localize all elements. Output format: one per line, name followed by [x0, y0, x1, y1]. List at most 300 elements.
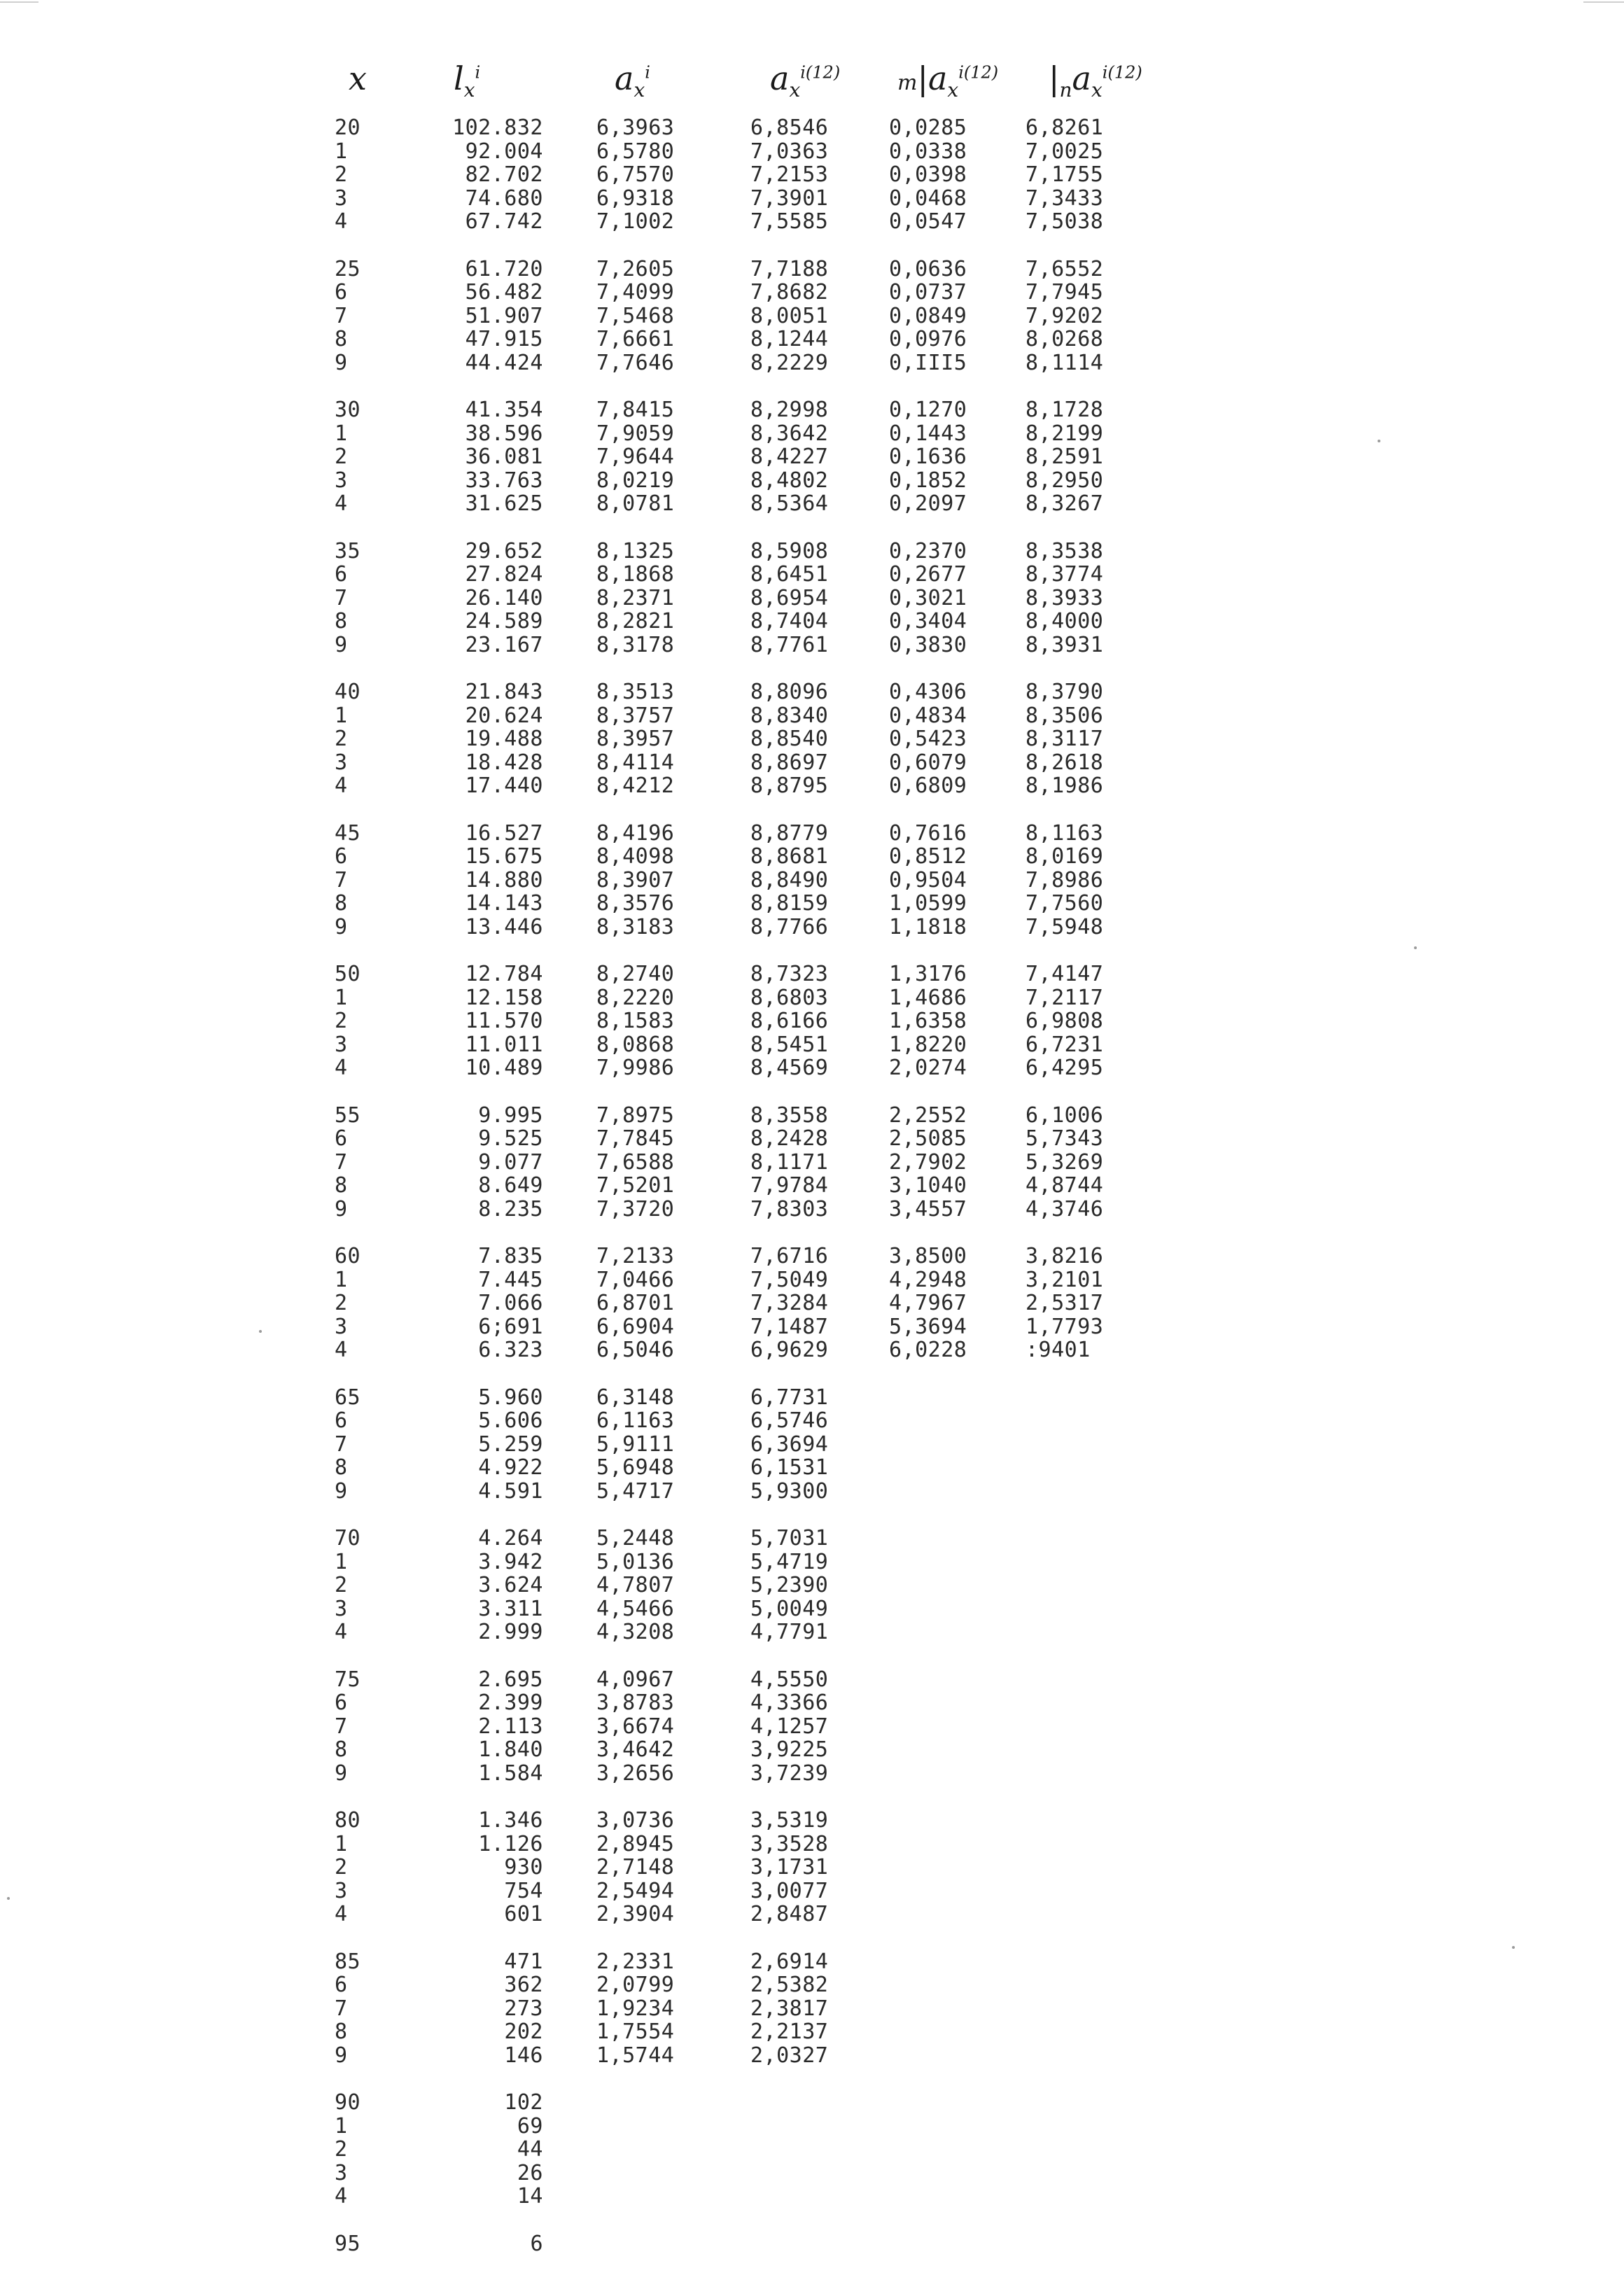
cell-l: 4.591: [478, 1478, 543, 1504]
cell-age: 3: [335, 1314, 348, 1339]
cell-ln-a12: 6,4295: [1026, 1056, 1104, 1081]
cell-l: 5.960: [478, 1385, 543, 1410]
cell-ln-a12: 4,8744: [1026, 1173, 1104, 1198]
table-row: [0, 634, 1624, 657]
table-row: [0, 1833, 1624, 1856]
table-row: [0, 845, 1624, 869]
cell-l: 26.140: [465, 585, 543, 610]
cell-m-a12: 1,3176: [889, 962, 967, 986]
cell-age: 40: [335, 680, 361, 704]
cell-l: 7.066: [478, 1291, 543, 1316]
cell-a12: 8,7761: [750, 632, 829, 657]
cell-ln-a12: 7,9202: [1026, 303, 1104, 328]
cell-l: 6.323: [478, 1338, 543, 1363]
cell-age: 4: [335, 774, 348, 799]
cell-m-a12: 0,0737: [889, 280, 967, 305]
cell-a12: 8,7323: [750, 962, 829, 986]
cell-m-a12: 0,5423: [889, 727, 967, 752]
cell-age: 9: [335, 1478, 348, 1504]
table-row: [0, 916, 1624, 939]
cell-a: 7,3720: [596, 1196, 675, 1222]
table-row: [0, 1009, 1624, 1033]
cell-age: 6: [335, 1973, 348, 1998]
cell-a12: 7,9784: [750, 1173, 829, 1198]
cell-a12: 8,8490: [750, 867, 829, 892]
cell-ln-a12: 7,7560: [1026, 891, 1104, 916]
cell-a: 7,6588: [596, 1149, 675, 1175]
cell-age: 6: [335, 280, 348, 305]
cell-a12: 8,6803: [750, 985, 829, 1010]
cell-a: 5,4717: [596, 1478, 675, 1504]
cell-a12: 4,3366: [750, 1690, 829, 1716]
table-row: [0, 1668, 1624, 1692]
table-row: [0, 328, 1624, 351]
cell-a: 7,6661: [596, 327, 675, 352]
cell-age: 7: [335, 585, 348, 610]
table-row: [0, 822, 1624, 846]
table-row: [0, 1268, 1624, 1292]
cell-l: 754: [504, 1878, 543, 1903]
cell-age: 75: [335, 1667, 361, 1692]
cell-a12: 2,5382: [750, 1973, 829, 1998]
cell-l: 362: [504, 1973, 543, 1998]
table-row: [0, 469, 1624, 493]
cell-ln-a12: 1,7793: [1026, 1314, 1104, 1339]
cell-a12: 7,3901: [750, 186, 829, 211]
table-row: [0, 398, 1624, 422]
cell-a12: 7,6716: [750, 1244, 829, 1268]
cell-l: 19.488: [465, 727, 543, 752]
cell-age: 60: [335, 1244, 361, 1268]
cell-a: 7,5201: [596, 1173, 675, 1198]
cell-age: 6: [335, 1690, 348, 1716]
cell-a: 6,1163: [596, 1408, 675, 1434]
cell-ln-a12: 4,3746: [1026, 1196, 1104, 1222]
cell-l: 11.570: [465, 1009, 543, 1034]
table-row: [0, 1550, 1624, 1574]
table-row: [0, 140, 1624, 164]
cell-age: 7: [335, 1714, 348, 1739]
cell-l: 12.784: [465, 962, 543, 986]
cell-age: 9: [335, 632, 348, 657]
cell-l: 6: [530, 2231, 543, 2256]
cell-m-a12: 0,0636: [889, 256, 967, 281]
cell-l: 1.840: [478, 1737, 543, 1763]
header-l: $l_x^i$: [454, 59, 481, 102]
cell-age: 1: [335, 1831, 348, 1856]
cell-age: 25: [335, 256, 361, 281]
cell-m-a12: 1,6358: [889, 1009, 967, 1034]
cell-age: 1: [335, 1267, 348, 1292]
cell-a: 2,0799: [596, 1973, 675, 1998]
cell-a12: 2,6914: [750, 1949, 829, 1974]
cell-age: 3: [335, 2160, 348, 2185]
cell-age: 30: [335, 398, 361, 422]
cell-age: 6: [335, 1126, 348, 1152]
cell-age: 8: [335, 2019, 348, 2045]
cell-l: 27.824: [465, 562, 543, 587]
cell-a12: 8,8795: [750, 774, 829, 799]
cell-ln-a12: 8,1163: [1026, 820, 1104, 846]
cell-l: 29.652: [465, 538, 543, 564]
table-row: [0, 2020, 1624, 2044]
cell-a12: 6,5746: [750, 1408, 829, 1434]
table-row: [0, 962, 1624, 986]
cell-a: 7,2133: [596, 1244, 675, 1268]
cell-ln-a12: 5,3269: [1026, 1149, 1104, 1175]
scan-speck: [7, 1897, 10, 1900]
cell-ln-a12: 7,5038: [1026, 209, 1104, 234]
cell-m-a12: 0,1443: [889, 421, 967, 446]
cell-a: 6,6904: [596, 1314, 675, 1339]
cell-m-a12: 0,0547: [889, 209, 967, 234]
cell-ln-a12: 8,2199: [1026, 421, 1104, 446]
cell-m-a12: 0,1852: [889, 468, 967, 493]
cell-age: 9: [335, 350, 348, 375]
cell-m-a12: 1,4686: [889, 985, 967, 1010]
table-row: [0, 1056, 1624, 1080]
cell-age: 3: [335, 1032, 348, 1057]
cell-m-a12: 2,2552: [889, 1102, 967, 1128]
cell-a12: 6,1531: [750, 1455, 829, 1480]
cell-l: 51.907: [465, 303, 543, 328]
cell-a: 8,1583: [596, 1009, 675, 1034]
cell-a: 4,0967: [596, 1667, 675, 1692]
cell-a: 6,3148: [596, 1385, 675, 1410]
cell-a12: 6,3694: [750, 1432, 829, 1457]
cell-a: 2,3904: [596, 1902, 675, 1927]
cell-l: 61.720: [465, 256, 543, 281]
cell-l: 2.695: [478, 1667, 543, 1692]
cell-l: 14.143: [465, 891, 543, 916]
cell-ln-a12: 8,1728: [1026, 398, 1104, 422]
cell-a: 7,2605: [596, 256, 675, 281]
cell-a: 7,8415: [596, 398, 675, 422]
cell-l: 36.081: [465, 444, 543, 470]
cell-age: 4: [335, 2184, 348, 2209]
cell-l: 3.624: [478, 1573, 543, 1598]
cell-age: 7: [335, 867, 348, 892]
cell-l: 7.835: [478, 1244, 543, 1268]
table-row: [0, 1292, 1624, 1315]
cell-a: 7,9986: [596, 1056, 675, 1081]
cell-age: 3: [335, 1596, 348, 1621]
cell-l: 11.011: [465, 1032, 543, 1057]
cell-a: 8,4098: [596, 844, 675, 869]
cell-age: 45: [335, 820, 361, 846]
cell-m-a12: 0,1636: [889, 444, 967, 470]
cell-l: 14: [517, 2184, 543, 2209]
cell-a12: 8,4802: [750, 468, 829, 493]
cell-ln-a12: 8,0169: [1026, 844, 1104, 869]
cell-l: 1.126: [478, 1831, 543, 1856]
cell-a12: 2,0327: [750, 2043, 829, 2068]
table-row: [0, 2044, 1624, 2068]
table-row: [0, 1620, 1624, 1644]
cell-a: 8,3957: [596, 727, 675, 752]
cell-ln-a12: 2,5317: [1026, 1291, 1104, 1316]
cell-a: 5,0136: [596, 1549, 675, 1574]
cell-a: 7,0466: [596, 1267, 675, 1292]
table-row: [0, 2185, 1624, 2208]
table-row: [0, 2091, 1624, 2115]
table-row: [0, 1527, 1624, 1550]
cell-l: 7.445: [478, 1267, 543, 1292]
table-row: [0, 774, 1624, 798]
cell-age: 4: [335, 1620, 348, 1645]
table-row: [0, 2138, 1624, 2162]
cell-a12: 7,5049: [750, 1267, 829, 1292]
cell-age: 2: [335, 162, 348, 188]
table-row: [0, 892, 1624, 916]
cell-m-a12: 3,8500: [889, 1244, 967, 1268]
cell-age: 90: [335, 2090, 361, 2115]
cell-age: 3: [335, 186, 348, 211]
cell-a: 3,6674: [596, 1714, 675, 1739]
cell-a: 6,9318: [596, 186, 675, 211]
table-row: [0, 1997, 1624, 2021]
cell-age: 1: [335, 2113, 348, 2138]
table-row: [0, 1033, 1624, 1057]
cell-age: 3: [335, 750, 348, 775]
cell-l: 9.077: [478, 1149, 543, 1175]
cell-age: 4: [335, 209, 348, 234]
cell-l: 69: [517, 2113, 543, 2138]
cell-a: 7,9644: [596, 444, 675, 470]
cell-l: 13.446: [465, 914, 543, 939]
cell-m-a12: 0,6809: [889, 774, 967, 799]
cell-m-a12: 0,0338: [889, 139, 967, 164]
table-row: [0, 258, 1624, 281]
cell-a12: 8,1171: [750, 1149, 829, 1175]
cell-m-a12: 0,III5: [889, 350, 967, 375]
table-row: [0, 1809, 1624, 1833]
cell-m-a12: 0,0285: [889, 115, 967, 140]
table-row: [0, 1409, 1624, 1433]
cell-a12: 4,1257: [750, 1714, 829, 1739]
cell-a: 2,7148: [596, 1855, 675, 1880]
cell-a12: 3,0077: [750, 1878, 829, 1903]
cell-a12: 8,8340: [750, 703, 829, 728]
table-row: [0, 1973, 1624, 1997]
cell-a12: 8,7766: [750, 914, 829, 939]
cell-a: 8,2220: [596, 985, 675, 1010]
table-row: [0, 1691, 1624, 1715]
table-row: [0, 540, 1624, 564]
cell-age: 55: [335, 1102, 361, 1128]
cell-a: 8,4114: [596, 750, 675, 775]
cell-l: 10.489: [465, 1056, 543, 1081]
cell-ln-a12: 8,3538: [1026, 538, 1104, 564]
cell-a: 8,3178: [596, 632, 675, 657]
table-row: [0, 704, 1624, 728]
cell-a: 8,1325: [596, 538, 675, 564]
cell-ln-a12: 7,7945: [1026, 280, 1104, 305]
cell-age: 1: [335, 421, 348, 446]
cell-a12: 3,9225: [750, 1737, 829, 1763]
cell-age: 1: [335, 139, 348, 164]
cell-a12: 7,3284: [750, 1291, 829, 1316]
cell-a12: 2,3817: [750, 1996, 829, 2021]
cell-age: 1: [335, 1549, 348, 1574]
cell-m-a12: 3,1040: [889, 1173, 967, 1198]
cell-l: 56.482: [465, 280, 543, 305]
cell-age: 1: [335, 985, 348, 1010]
cell-age: 70: [335, 1526, 361, 1550]
header-x: x: [349, 59, 367, 97]
cell-l: 2.999: [478, 1620, 543, 1645]
cell-age: 2: [335, 2137, 348, 2162]
cell-l: 202: [504, 2019, 543, 2045]
cell-a12: 8,8697: [750, 750, 829, 775]
cell-a12: 4,7791: [750, 1620, 829, 1645]
cell-l: 146: [504, 2043, 543, 2068]
cell-l: 38.596: [465, 421, 543, 446]
cell-a12: 5,9300: [750, 1478, 829, 1504]
cell-a12: 7,8303: [750, 1196, 829, 1222]
cell-m-a12: 2,7902: [889, 1149, 967, 1175]
cell-a: 3,4642: [596, 1737, 675, 1763]
cell-ln-a12: 7,8986: [1026, 867, 1104, 892]
table-row: [0, 304, 1624, 328]
cell-a12: 8,4569: [750, 1056, 829, 1081]
cell-age: 2: [335, 444, 348, 470]
cell-a: 7,9059: [596, 421, 675, 446]
header-a12: $a_x^{i(12)}$: [770, 59, 841, 102]
cell-age: 8: [335, 1173, 348, 1198]
table-row: [0, 492, 1624, 516]
cell-age: 50: [335, 962, 361, 986]
cell-a: 8,3907: [596, 867, 675, 892]
cell-a12: 3,1731: [750, 1855, 829, 1880]
table-row: [0, 1174, 1624, 1198]
cell-l: 2.399: [478, 1690, 543, 1716]
cell-ln-a12: 7,0025: [1026, 139, 1104, 164]
cell-a: 3,2656: [596, 1760, 675, 1786]
cell-a: 3,0736: [596, 1808, 675, 1833]
cell-a12: 8,2229: [750, 350, 829, 375]
cell-m-a12: 0,4306: [889, 680, 967, 704]
cell-age: 9: [335, 2043, 348, 2068]
cell-a12: 8,5908: [750, 538, 829, 564]
cell-age: 8: [335, 609, 348, 634]
cell-l: 18.428: [465, 750, 543, 775]
cell-m-a12: 0,2677: [889, 562, 967, 587]
cell-m-a12: 0,0849: [889, 303, 967, 328]
cell-age: 9: [335, 1196, 348, 1222]
cell-a12: 3,7239: [750, 1760, 829, 1786]
cell-a: 8,2740: [596, 962, 675, 986]
cell-a12: 2,2137: [750, 2019, 829, 2045]
cell-a12: 3,3528: [750, 1831, 829, 1856]
cell-ln-a12: 6,9808: [1026, 1009, 1104, 1034]
cell-a: 8,2371: [596, 585, 675, 610]
cell-a12: 8,0051: [750, 303, 829, 328]
table-row: [0, 727, 1624, 751]
cell-ln-a12: 7,4147: [1026, 962, 1104, 986]
cell-l: 44.424: [465, 350, 543, 375]
table-row: [0, 587, 1624, 610]
scan-speck: [259, 1330, 262, 1333]
cell-a12: 2,8487: [750, 1902, 829, 1927]
cell-a12: 7,5585: [750, 209, 829, 234]
cell-a12: 8,3558: [750, 1102, 829, 1128]
cell-l: 1.584: [478, 1760, 543, 1786]
cell-a12: 7,0363: [750, 139, 829, 164]
table-row: [0, 1903, 1624, 1926]
cell-a12: 8,8779: [750, 820, 829, 846]
cell-l: 14.880: [465, 867, 543, 892]
table-row: [0, 1856, 1624, 1879]
cell-l: 20.624: [465, 703, 543, 728]
cell-m-a12: 0,0468: [889, 186, 967, 211]
cell-l: 8.649: [478, 1173, 543, 1198]
cell-age: 2: [335, 1009, 348, 1034]
cell-ln-a12: 8,3117: [1026, 727, 1104, 752]
cell-m-a12: 6,0228: [889, 1338, 967, 1363]
cell-a: 8,2821: [596, 609, 675, 634]
table-row: [0, 445, 1624, 469]
table-row: [0, 351, 1624, 375]
cell-a: 2,8945: [596, 1831, 675, 1856]
table-row: [0, 281, 1624, 304]
cell-l: 3.942: [478, 1549, 543, 1574]
cell-l: 16.527: [465, 820, 543, 846]
cell-ln-a12: 6,8261: [1026, 115, 1104, 140]
cell-a12: 7,2153: [750, 162, 829, 188]
table-row: [0, 1151, 1624, 1175]
cell-a: 4,3208: [596, 1620, 675, 1645]
cell-a: 8,0219: [596, 468, 675, 493]
table-row: [0, 1456, 1624, 1480]
cell-ln-a12: 8,2950: [1026, 468, 1104, 493]
cell-l: 74.680: [465, 186, 543, 211]
cell-ln-a12: 7,3433: [1026, 186, 1104, 211]
cell-a12: 8,8096: [750, 680, 829, 704]
cell-l: 8.235: [478, 1196, 543, 1222]
cell-l: 930: [504, 1855, 543, 1880]
cell-a: 8,4212: [596, 774, 675, 799]
cell-m-a12: 2,5085: [889, 1126, 967, 1152]
cell-age: 2: [335, 727, 348, 752]
cell-age: 95: [335, 2231, 361, 2256]
cell-a: 6,5046: [596, 1338, 675, 1363]
header-m-a12: $m|a_x^{i(12)}$: [897, 59, 999, 102]
cell-a: 3,8783: [596, 1690, 675, 1716]
cell-l: 2.113: [478, 1714, 543, 1739]
cell-m-a12: 1,8220: [889, 1032, 967, 1057]
table-row: [0, 116, 1624, 140]
cell-ln-a12: 8,2618: [1026, 750, 1104, 775]
table-row: [0, 2115, 1624, 2138]
table-row: [0, 563, 1624, 587]
cell-a: 7,8975: [596, 1102, 675, 1128]
cell-m-a12: 0,2370: [889, 538, 967, 564]
cell-ln-a12: 7,1755: [1026, 162, 1104, 188]
cell-age: 9: [335, 1760, 348, 1786]
table-row: [0, 422, 1624, 446]
table-row: [0, 2232, 1624, 2256]
table-row: [0, 1480, 1624, 1504]
cell-a: 7,1002: [596, 209, 675, 234]
cell-a: 8,3183: [596, 914, 675, 939]
cell-a12: 8,6954: [750, 585, 829, 610]
cell-age: 8: [335, 891, 348, 916]
cell-l: 9.995: [478, 1102, 543, 1128]
cell-l: 6;691: [478, 1314, 543, 1339]
scan-speck: [1512, 1946, 1515, 1949]
cell-age: 6: [335, 562, 348, 587]
